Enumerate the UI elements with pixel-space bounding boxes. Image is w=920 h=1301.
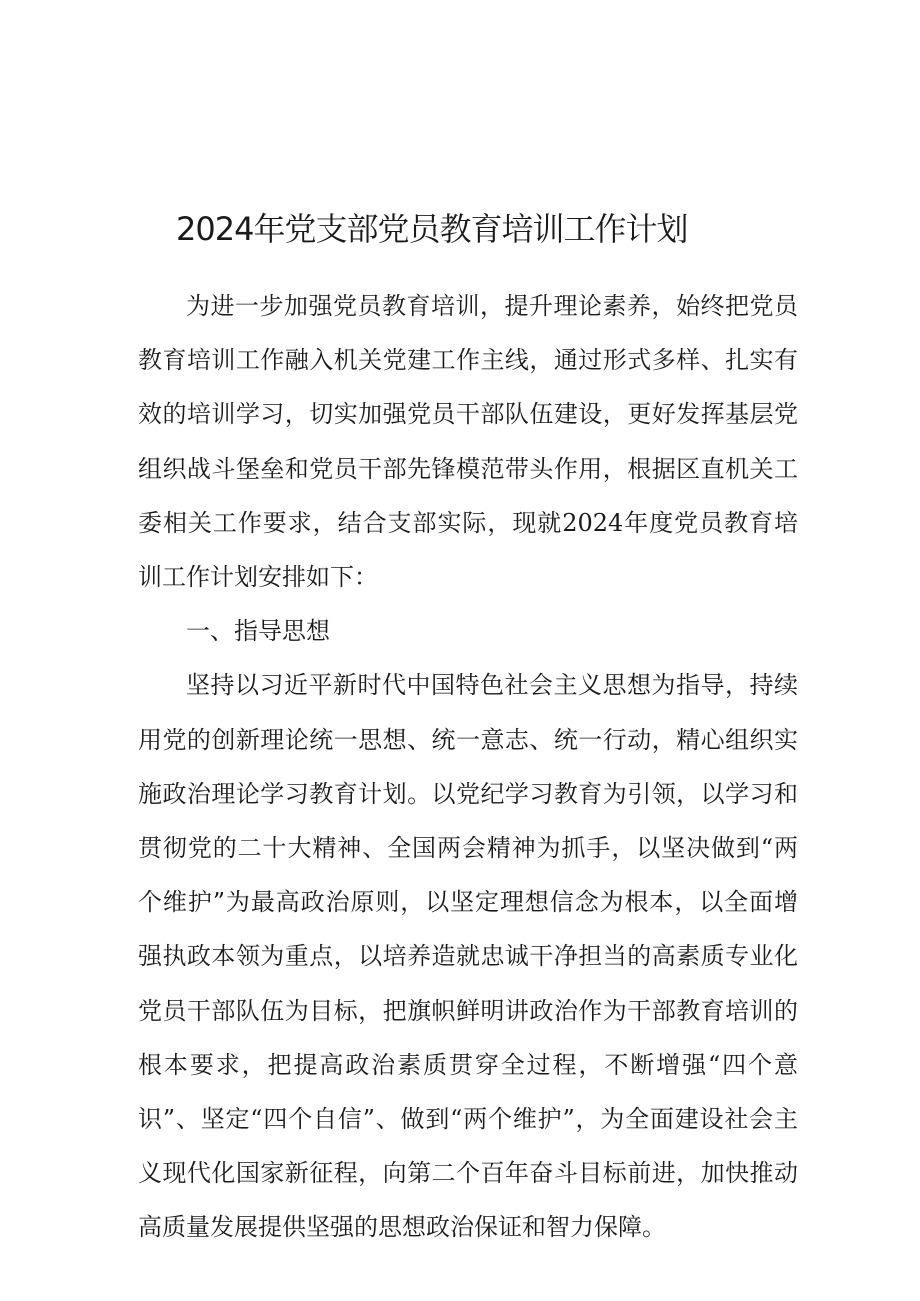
intro-paragraph: 为进一步加强党员教育培训，提升理论素养，始终把党员教育培训工作融入机关党建工作主线，通过形式多样、扎实有效的培训学习，切实加强党员干部队伍建设，更好发挥基层党组织战斗堡垒和党员干部先锋模范带头作用，根据区直机关工委相关工作要求，结合支部实际，现就2024年度党员教育培训工作计划安排如下： xyxy=(138,292,798,592)
section-heading-guiding-thought: 一、指导思想 xyxy=(186,617,330,646)
document-title: 2024年党支部党员教育培训工作计划 xyxy=(176,210,688,248)
guiding-thought-paragraph: 坚持以习近平新时代中国特色社会主义思想为指导，持续用党的创新理论统一思想、统一意志、统一行动，精心组织实施政治理论学习教育计划。以党纪学习教育为引领，以学习和贯彻党的二十大精神、全国两会精神为抓手，以坚决做到“两个维护”为最高政治原则，以坚定理想信念为根本，以全面增强执政本领为重点，以培养造就忠诚干净担当的高素质专业化党员干部队伍为目标，把旗帜鲜明讲政治作为干部教育培训的根本要求，把提高政治素质贯穿全过程，不断增强“四个意识”、坚定“四个自信”、做到“两个维护”，为全面建设社会主义现代化国家新征程，向第二个百年奋斗目标前进，加快推动高质量发展提供坚强的思想政治保证和智力保障。 xyxy=(138,671,798,1242)
document-body xyxy=(138,279,798,1255)
